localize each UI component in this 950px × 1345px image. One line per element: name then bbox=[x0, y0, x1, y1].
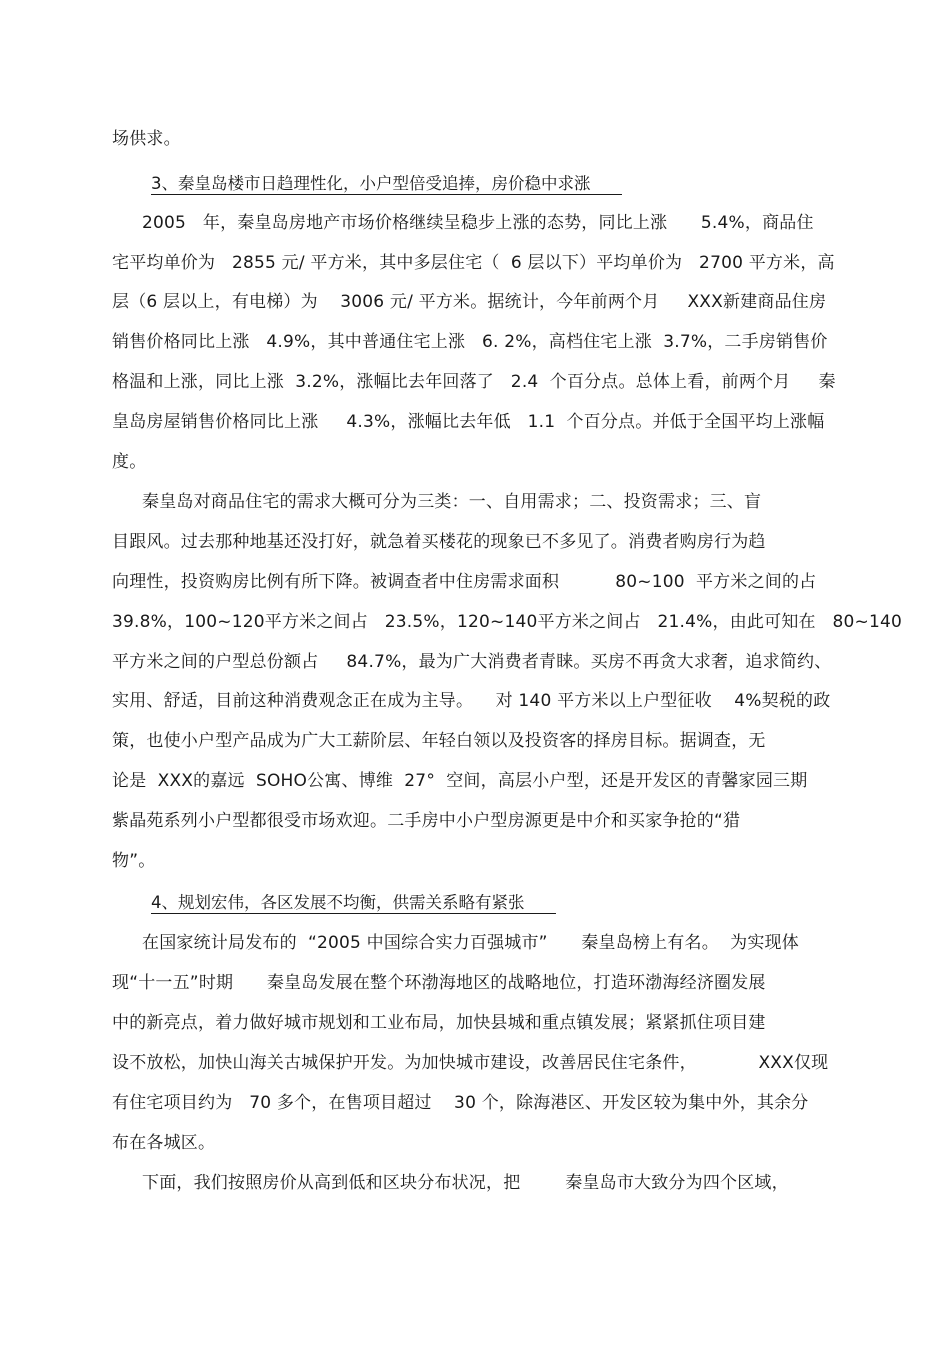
paragraph-line: 在国家统计局发布的 “2005 中国综合实力百强城市” 秦皇岛榜上有名。 为实现体 bbox=[142, 933, 799, 953]
paragraph-line: 论是 XXX的嘉远 SOHO公寓、博维 27° 空间，高层小户型，还是开发区的青馨家园三期 bbox=[112, 771, 808, 791]
paragraph-line: 紫晶苑系列小户型都很受市场欢迎。二手房中小户型房源更是中介和买家争抢的“猎 bbox=[112, 811, 741, 831]
paragraph-line: 秦皇岛对商品住宅的需求大概可分为三类：一、自用需求；二、投资需求；三、盲 bbox=[142, 492, 762, 512]
paragraph-line: 设不放松，加快山海关古城保护开发。为加快城市建设，改善居民住宅条件， XXX仅现 bbox=[112, 1053, 829, 1073]
paragraph-line: 39.8%，100~120平方米之间占 23.5%，120~140平方米之间占 21.4%，由此可知在 80~140 bbox=[112, 612, 903, 632]
paragraph-line: 实用、舒适，目前这种消费观念正在成为主导。 对 140 平方米以上户型征收 4%契税的政 bbox=[112, 691, 831, 711]
paragraph-line: 皇岛房屋销售价格同比上涨 4.3%，涨幅比去年低 1.1 个百分点。并低于全国平均上涨幅 bbox=[112, 412, 825, 432]
paragraph-line: 现“十一五”时期 秦皇岛发展在整个环渤海地区的战略地位，打造环渤海经济圈发展 bbox=[112, 973, 766, 993]
paragraph-line: 目跟风。过去那种地基还没打好，就急着买楼花的现象已不多见了。消费者购房行为趋 bbox=[112, 532, 766, 552]
section-heading-4: 4、规划宏伟，各区发展不均衡，供需关系略有紧张 bbox=[151, 893, 556, 912]
paragraph-line: 销售价格同比上涨 4.9%，其中普通住宅上涨 6. 2%，高档住宅上涨 3.7%，二手房销售价 bbox=[112, 332, 828, 352]
paragraph-line: 格温和上涨，同比上涨 3.2%，涨幅比去年回落了 2.4 个百分点。总体上看，前两个月 秦 bbox=[112, 372, 836, 392]
paragraph-line: 度。 bbox=[112, 452, 147, 472]
paragraph-line: 向理性，投资购房比例有所下降。被调查者中住房需求面积 80~100 平方米之间的占 bbox=[112, 572, 817, 592]
paragraph-line: 下面，我们按照房价从高到低和区块分布状况，把 秦皇岛市大致分为四个区域， bbox=[142, 1173, 789, 1193]
paragraph-line: 中的新亮点，着力做好城市规划和工业布局，加快县城和重点镇发展；紧紧抓住项目建 bbox=[112, 1013, 766, 1033]
paragraph-line: 物”。 bbox=[112, 851, 156, 871]
paragraph-line: 有住宅项目约为 70 多个，在售项目超过 30 个，除海港区、开发区较为集中外，其余分 bbox=[112, 1093, 809, 1113]
section-heading-3: 3、秦皇岛楼市日趋理性化，小户型倍受追捧，房价稳中求涨 bbox=[151, 174, 622, 193]
paragraph-line: 策，也使小户型产品成为广大工薪阶层、年轻白领以及投资客的择房目标。据调查，无 bbox=[112, 731, 766, 751]
paragraph-line: 平方米之间的户型总份额占 84.7%，最为广大消费者青睐。买房不再贪大求奢，追求简约、 bbox=[112, 652, 832, 672]
paragraph-line: 2005 年，秦皇岛房地产市场价格继续呈稳步上涨的态势，同比上涨 5.4%，商品住 bbox=[142, 213, 814, 233]
paragraph-line: 层（6 层以上，有电梯）为 3006 元/ 平方米。据统计，今年前两个月 XXX新建商品住房 bbox=[112, 292, 827, 312]
paragraph-line: 布在各城区。 bbox=[112, 1133, 216, 1153]
paragraph-line: 场供求。 bbox=[112, 129, 181, 149]
paragraph-line: 宅平均单价为 2855 元/ 平方米，其中多层住宅（ 6 层以下）平均单价为 2700 平方米，高 bbox=[112, 253, 835, 273]
